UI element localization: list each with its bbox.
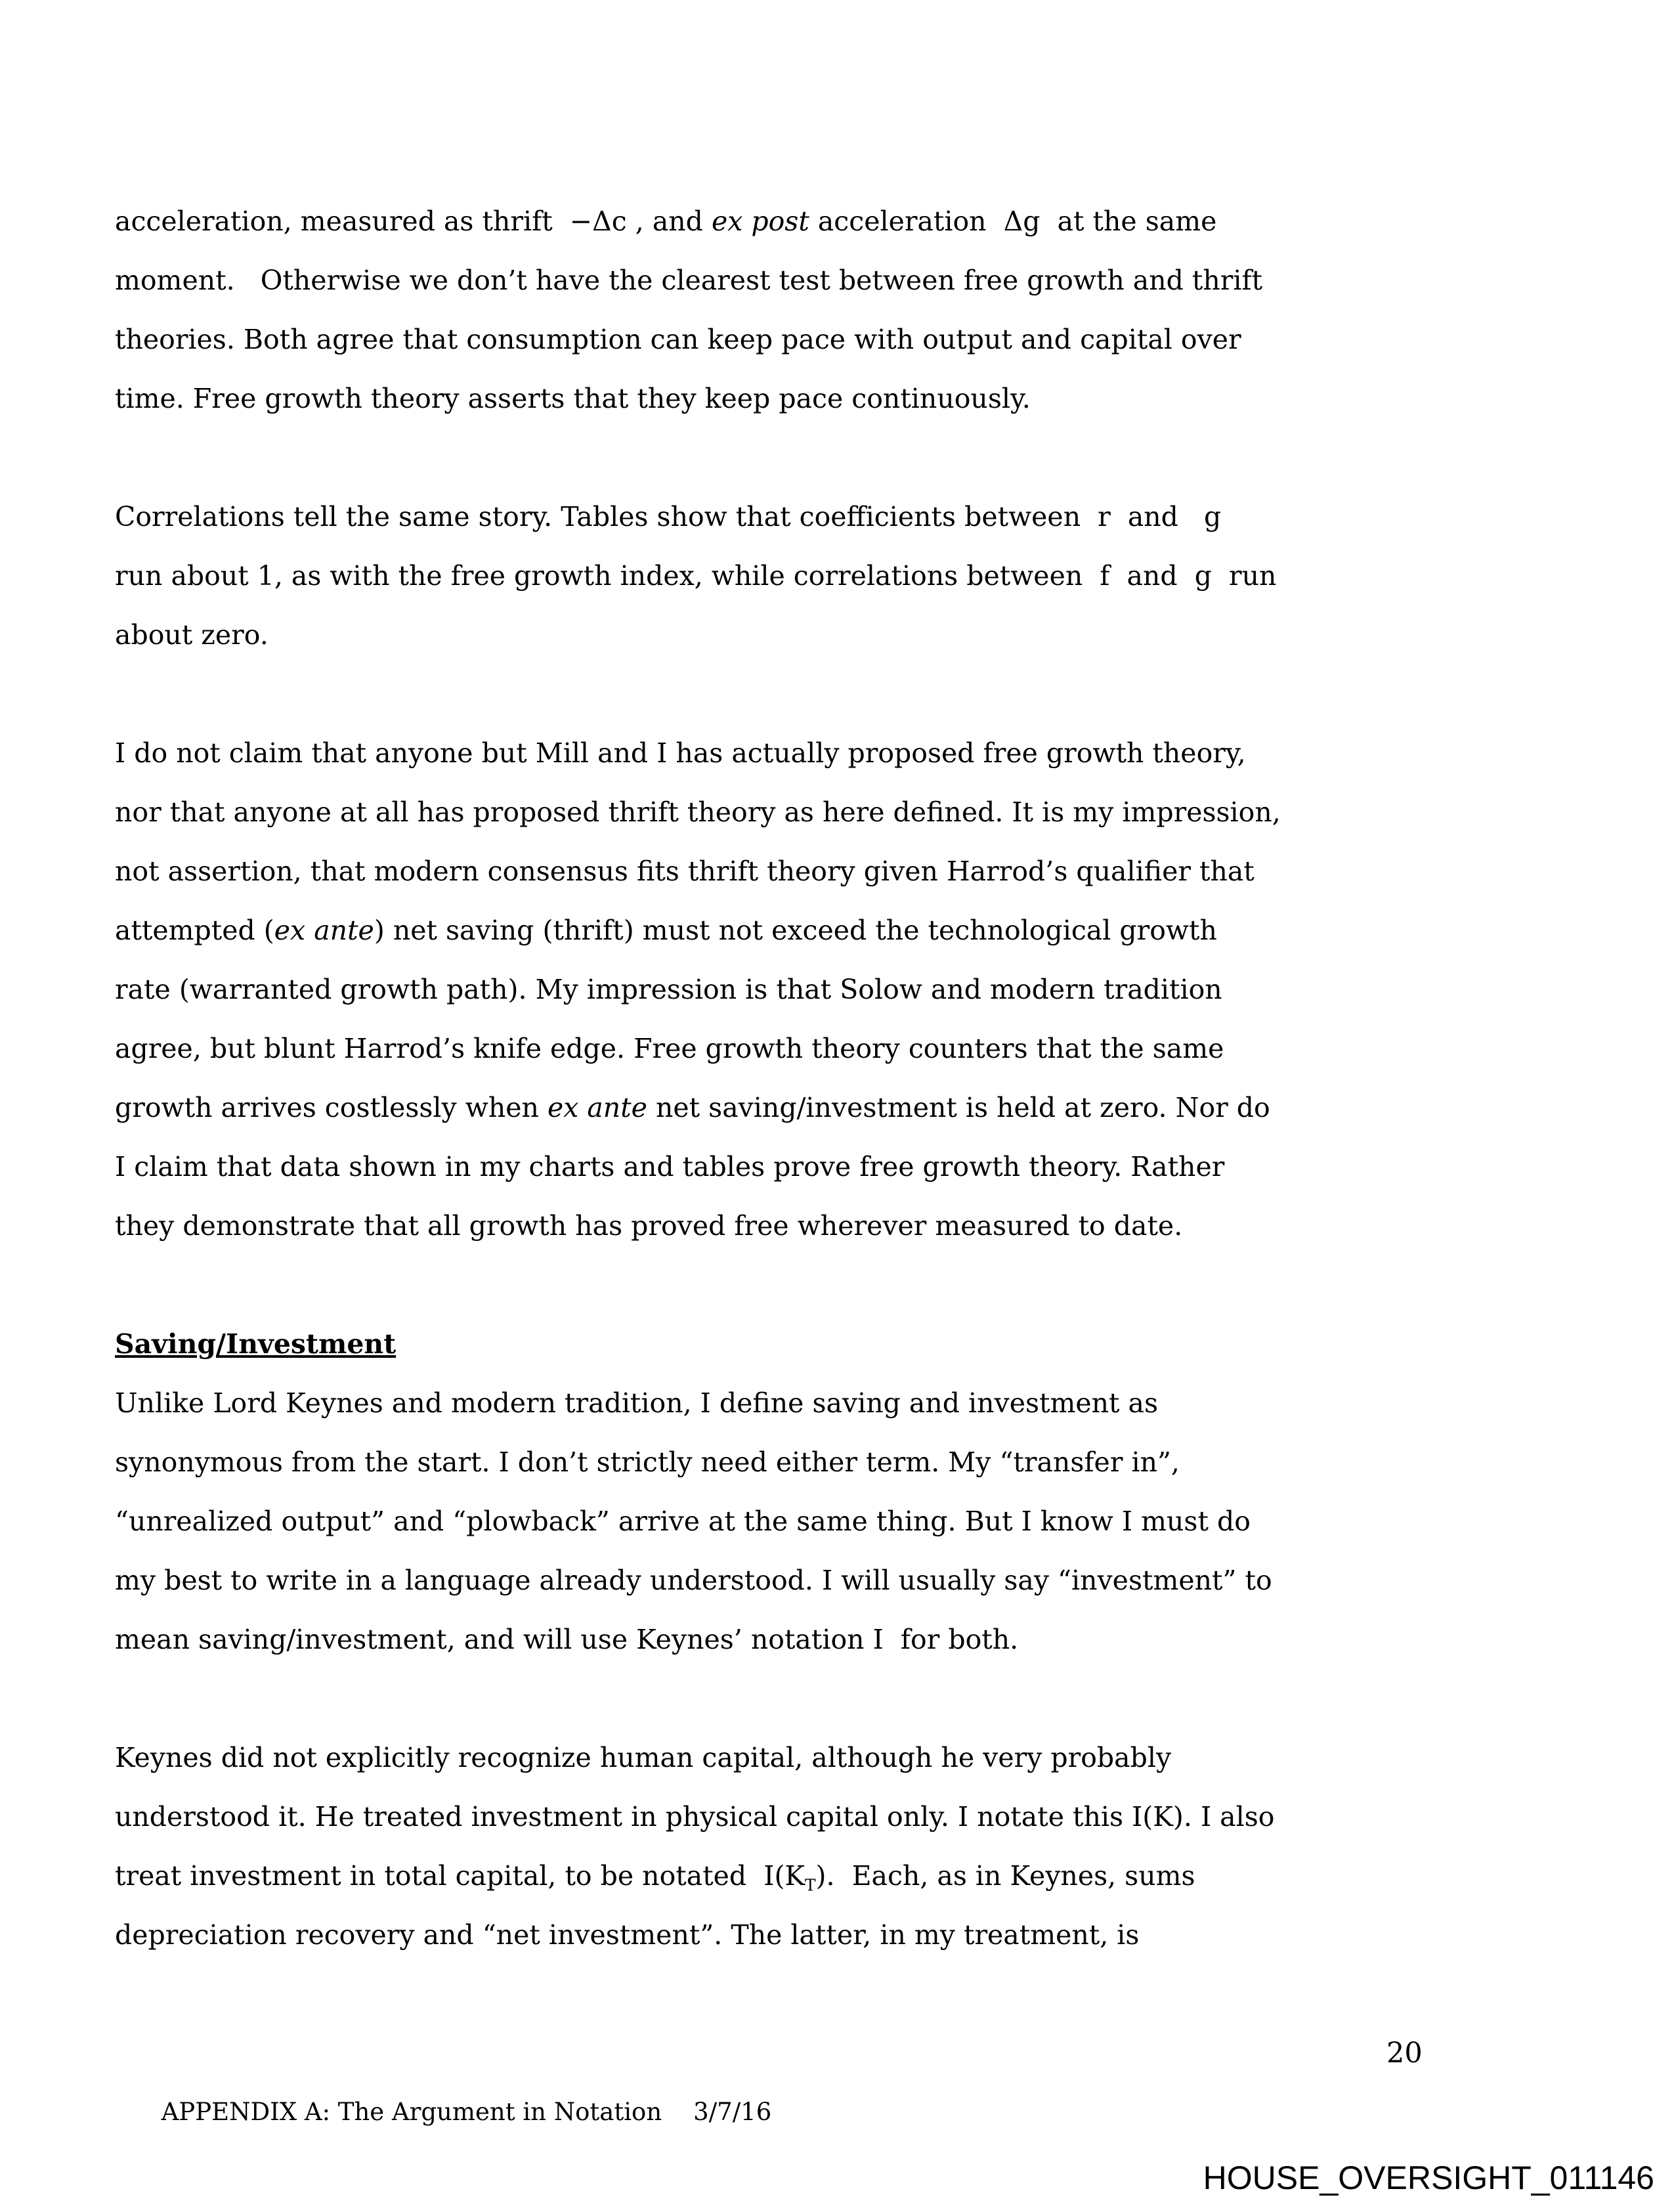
text-line: time. Free growth theory asserts that they keep pace continuously. — [115, 383, 1031, 414]
italic-segment: ex ante — [274, 915, 374, 946]
italic-segment: ex post — [711, 206, 809, 237]
paragraph-2 — [115, 487, 1658, 664]
document-body — [115, 192, 1658, 2126]
footer-date: 3/7/16 — [693, 2098, 772, 2126]
text-line: I do not claim that anyone but Mill and I has actually proposed free growth theory, — [115, 737, 1246, 769]
text-line — [115, 901, 1658, 960]
page-number: 20 — [1386, 2037, 1423, 2070]
text-line: nor that anyone at all has proposed thrift theory as here defined. It is my impression, — [115, 796, 1281, 828]
text-segment: ). Each, as in Keynes, sums — [815, 1860, 1195, 1892]
text-line: moment. Otherwise we don’t have the clearest test between free growth and thrift — [115, 265, 1263, 296]
text-line: Unlike Lord Keynes and modern tradition, I define saving and investment as — [115, 1387, 1159, 1419]
text-line — [115, 1078, 1658, 1137]
text-segment: treat investment in total capital, to be notated I(K — [115, 1860, 805, 1892]
text-segment: acceleration Δg at the same — [809, 206, 1217, 237]
text-line: understood it. He treated investment in physical capital only. I notate this I(K). I also — [115, 1801, 1275, 1832]
text-line: my best to write in a language already understood. I will usually say “investment” to — [115, 1565, 1272, 1596]
text-line: run about 1, as with the free growth index, while correlations between f and g run — [115, 560, 1277, 592]
text-segment: net saving/investment is held at zero. Nor do — [647, 1092, 1270, 1123]
text-line: synonymous from the start. I don’t strictly need either term. My “transfer in”, — [115, 1446, 1180, 1478]
text-line: “unrealized output” and “plowback” arrive at the same thing. But I know I must do — [115, 1506, 1251, 1537]
paragraph-3 — [115, 724, 1658, 1255]
section-heading-block — [115, 1314, 1658, 1374]
paragraph-4 — [115, 1374, 1658, 1669]
footer-appendix-label: APPENDIX A: The Argument in Notation — [161, 2098, 662, 2126]
italic-segment: ex ante — [547, 1092, 647, 1123]
text-line — [115, 1846, 1658, 1905]
text-line: depreciation recovery and “net investment”. The latter, in my treatment, is — [115, 1919, 1140, 1951]
text-segment: growth arrives costlessly when — [115, 1092, 547, 1123]
text-line: rate (warranted growth path). My impression is that Solow and modern tradition — [115, 974, 1222, 1005]
bates-stamp: HOUSE_OVERSIGHT_011146 — [1203, 2159, 1654, 2196]
subscript-segment: T — [805, 1875, 816, 1895]
text-line: I claim that data shown in my charts and tables prove free growth theory. Rather — [115, 1151, 1225, 1182]
text-segment: ) net saving (thrift) must not exceed the technological growth — [374, 915, 1217, 946]
text-line: about zero. — [115, 619, 268, 651]
text-line: not assertion, that modern consensus fits thrift theory given Harrod’s qualifier that — [115, 856, 1255, 887]
page-footer — [115, 2024, 1658, 2126]
text-line: mean saving/investment, and will use Keynes’ notation I for both. — [115, 1624, 1019, 1655]
paragraph-1 — [115, 192, 1658, 428]
text-line — [115, 192, 1658, 251]
text-line: they demonstrate that all growth has proved free wherever measured to date. — [115, 1210, 1183, 1242]
section-heading: Saving/Investment — [115, 1328, 397, 1360]
text-segment: acceleration, measured as thrift −Δc , and — [115, 206, 712, 237]
text-line: Keynes did not explicitly recognize human capital, although he very probably — [115, 1742, 1172, 1773]
text-line: theories. Both agree that consumption can keep pace with output and capital over — [115, 324, 1241, 355]
paragraph-5 — [115, 1728, 1658, 1964]
text-segment: attempted ( — [115, 915, 274, 946]
text-line: agree, but blunt Harrod’s knife edge. Free growth theory counters that the same — [115, 1033, 1224, 1064]
text-line: Correlations tell the same story. Tables show that coefficients between r and g — [115, 501, 1222, 532]
